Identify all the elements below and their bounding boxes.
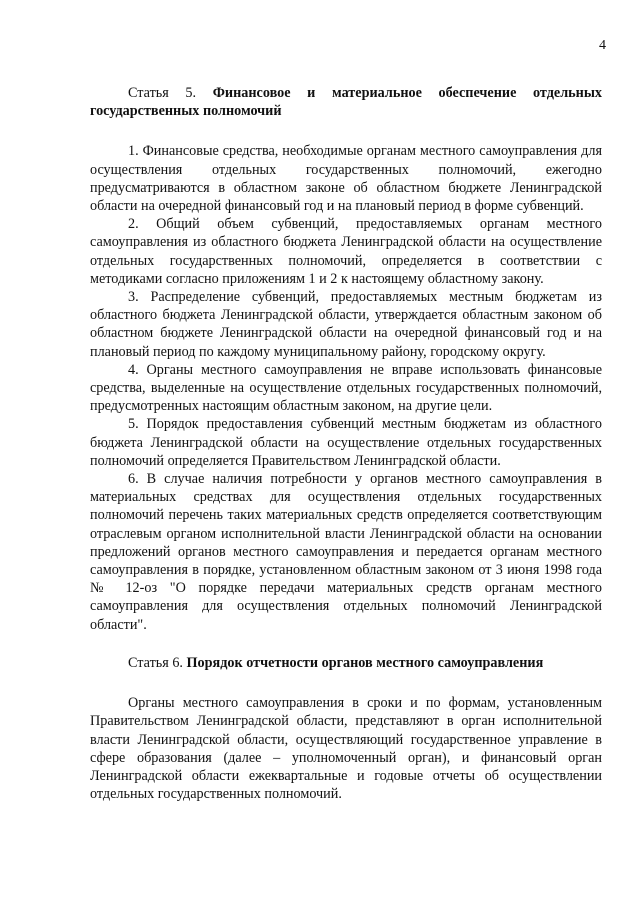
document-body xyxy=(90,84,602,803)
article-5-prefix: Статья 5. xyxy=(128,85,197,101)
article-6-heading xyxy=(90,654,602,672)
page-number: 4 xyxy=(599,38,606,53)
article-5-paragraph-4: 4. Органы местного самоуправления не вправе использовать финансовые средства, выделенные на осуществление отдельных государственных полномочий, предусмотренных настоящим областным законом, на другие цели. xyxy=(90,361,602,415)
article-5-paragraph-5: 5. Порядок предоставления субвенций местным бюджетам из областного бюджета Ленинградской области на осуществление отдельных государственных полномочий определяется Правительством Ленинградской области. xyxy=(90,416,602,469)
article-6-paragraph-1: Органы местного самоуправления в сроки и по формам, установленным Правительством Ленинградской области, представляют в орган исполнительной власти Ленинградской области, осуществляющий государственное управление в сфере образования (далее – уполномоченный орган), и финансовый орган Ленинградской области ежеквартальные и годовые отчеты об осуществлении отдельных государственных полномочий. xyxy=(90,695,602,803)
article-5-title: Финансовое и материальное обеспечение отдельных государственных полномочий xyxy=(90,85,602,120)
article-5-paragraph-1: 1. Финансовые средства, необходимые органам местного самоуправления для осуществления отдельных государственных полномочий, ежегодно предусматриваются в областном законе об областном бюджете Ленинградской области на очередной финансовый год и на плановый период в форме субвенций. xyxy=(90,143,602,215)
article-5-paragraph-6: 6. В случае наличия потребности у органов местного самоуправления в материальных средствах для осуществления отдельных государственных полномочий перечень таких материальных средств определяется соответствующим отраслевым органом исполнительной власти Ленинградской области на основании предложений органов местного самоуправления и передается органам местного самоуправления в порядке, установленном областным законом от 3 июня 1998 года № 12-оз "О порядке передачи материальных средств органам местного самоуправления для осуществления отдельных полномочий Ленинградской области". xyxy=(90,471,602,633)
article-5-paragraph-3: 3. Распределение субвенций, предоставляемых местным бюджетам из областного бюджета Ленинградской области, утверждается областным законом об областном бюджете Ленинградской области на очередной финансовый год и на плановый период по каждому муниципальному району, городскому округу. xyxy=(90,289,602,360)
article-6-title: Порядок отчетности органов местного самоуправления xyxy=(186,654,544,671)
article-5-heading xyxy=(90,84,602,120)
article-6-prefix: Статья 6. xyxy=(128,654,183,671)
article-5-paragraph-2: 2. Общий объем субвенций, предоставляемых органам местного самоуправления из областного бюджета Ленинградской области на осуществление отдельных государственных полномочий, определяется в соответствии с методиками согласно приложениям 1 и 2 к настоящему областному закону. xyxy=(90,216,602,287)
